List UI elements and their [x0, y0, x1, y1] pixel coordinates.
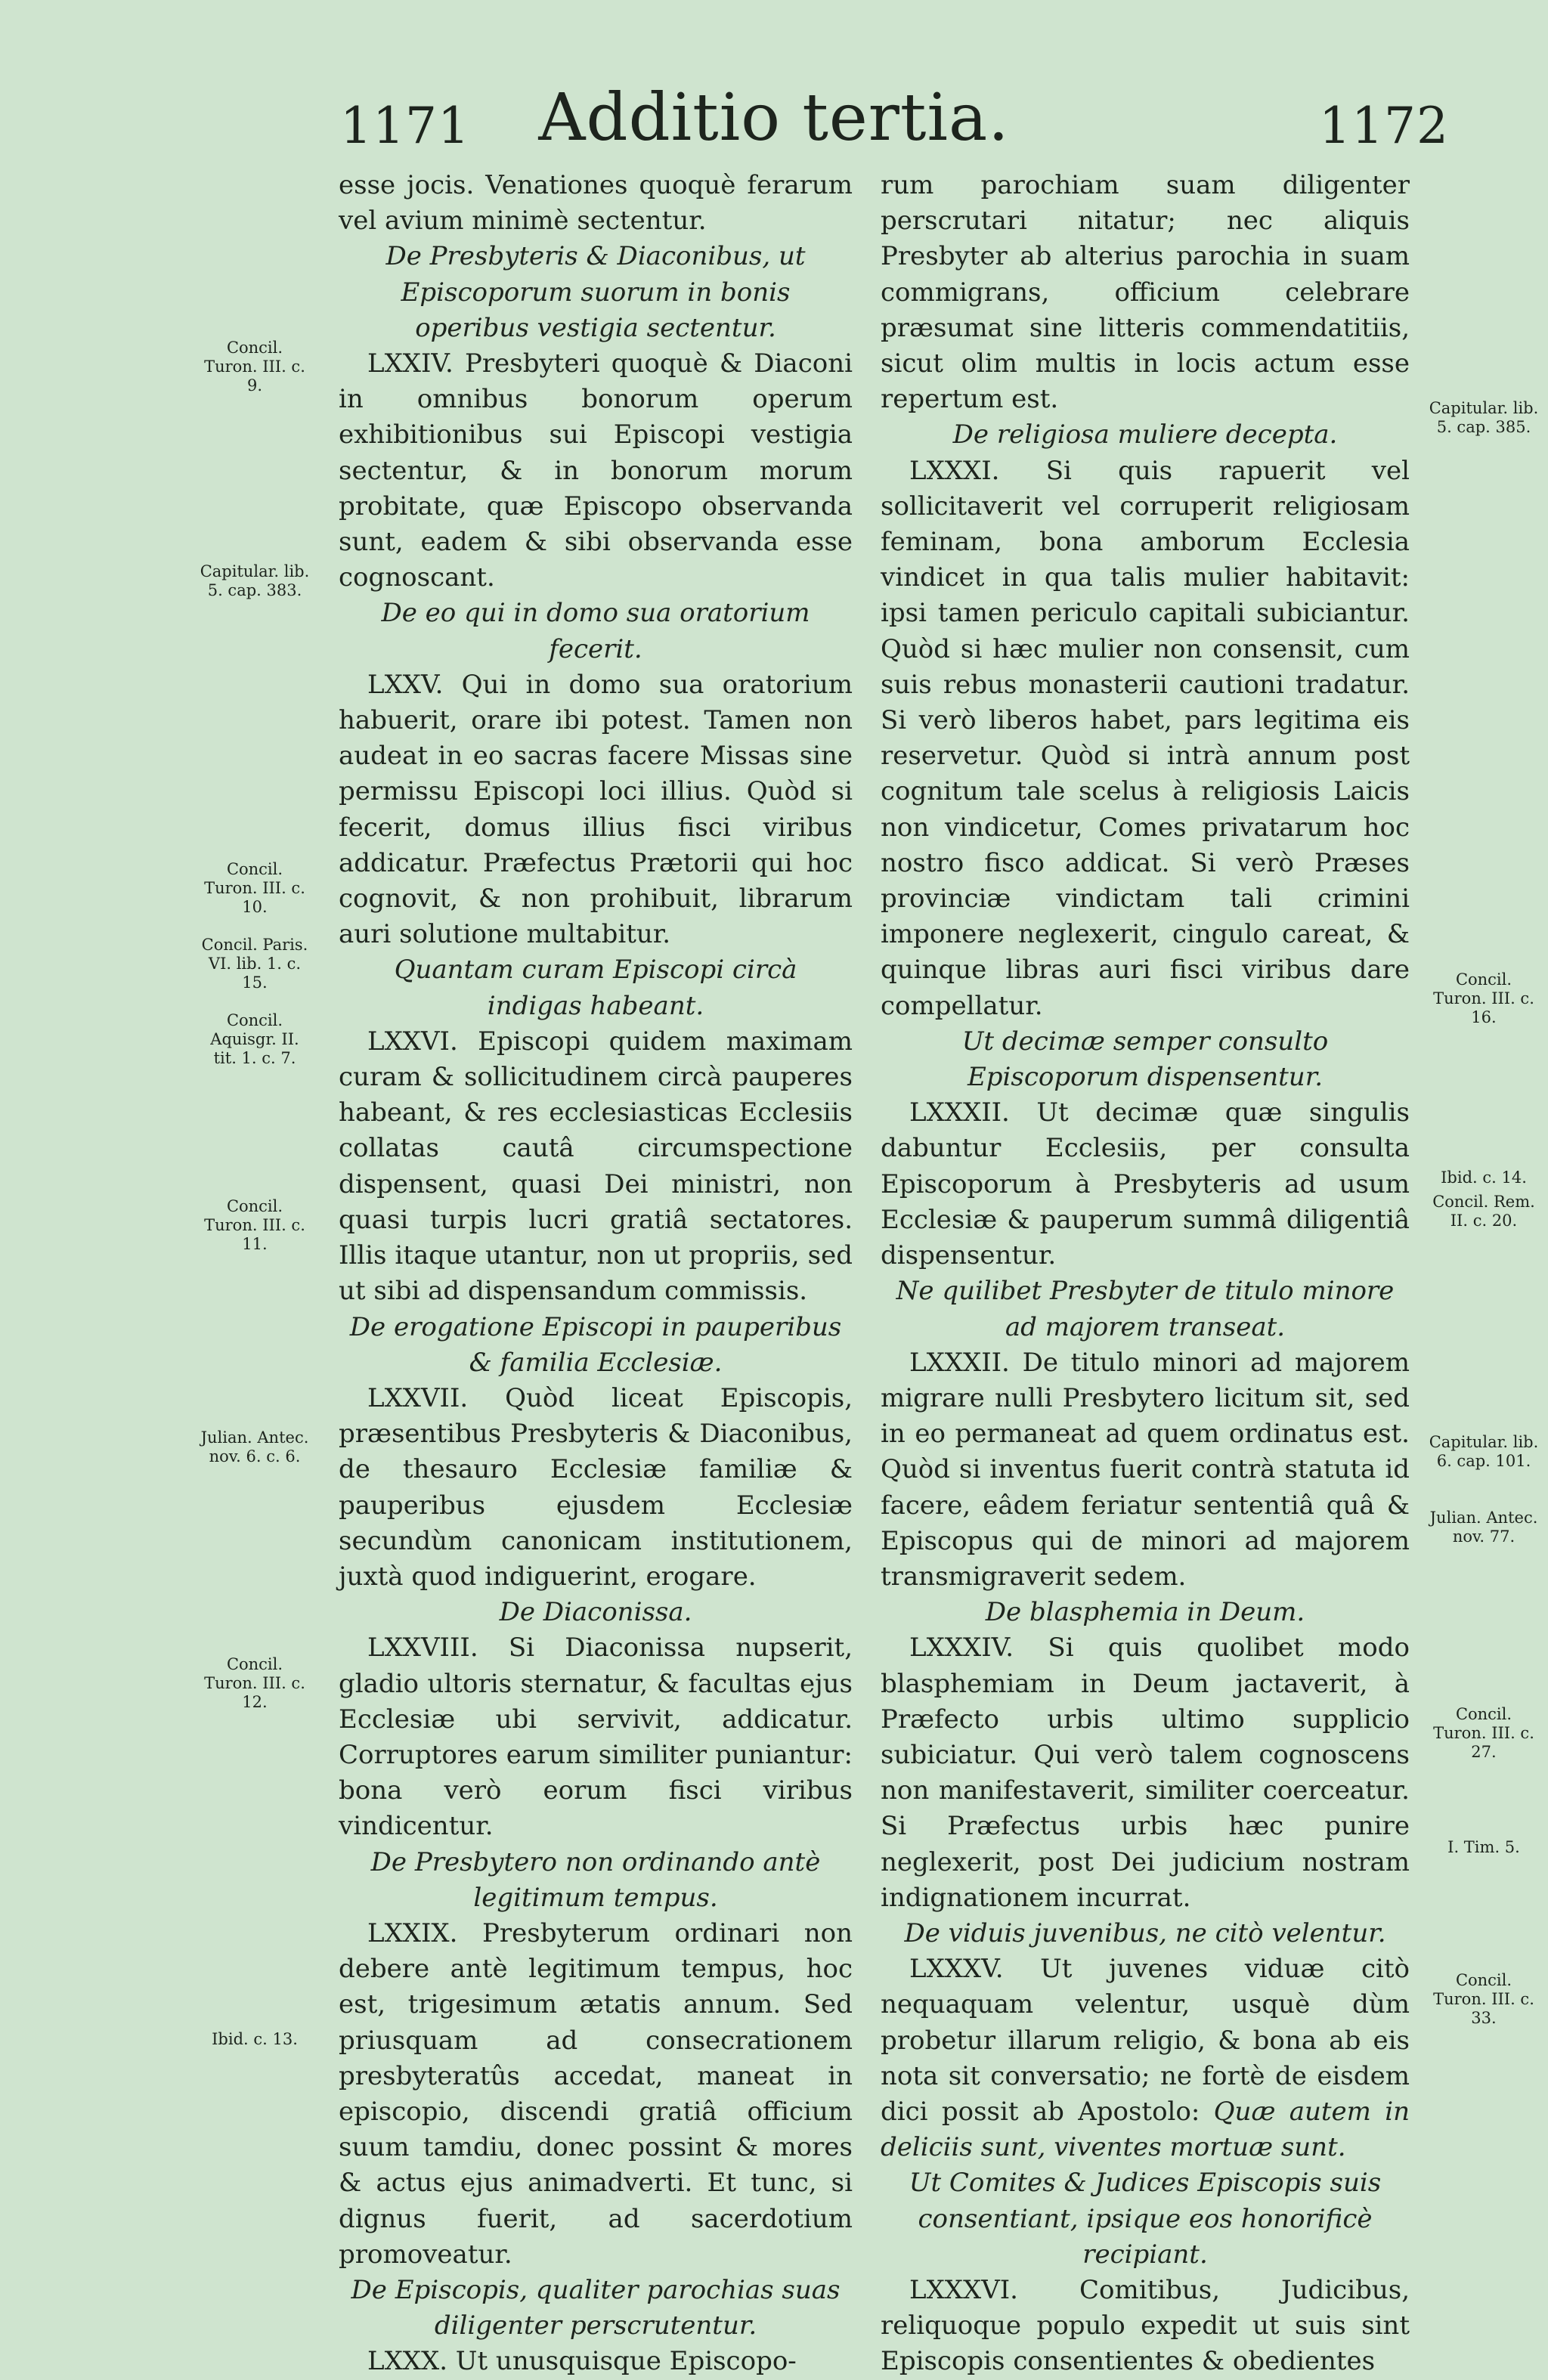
continuation-text: rum parochiam suam diligenter perscrutari nitatur; nec aliquis Presbyter ab alterius parochia in suam commigrans, officium celebrare præsumat sine litteris commendatitiis, sicut olim multis in locis actum esse repertum est. — [881, 170, 1410, 415]
running-title: Additio tertia. — [538, 80, 1010, 156]
section-heading: Quantam curam Episcopi circà indigas habeant. — [394, 955, 797, 1021]
margin-note: Concil. Turon. III. c. 33. — [1433, 1971, 1534, 2027]
paragraph-lxxvi: LXXVI. Episcopi quidem maximam curam & sollicitudinem circà pauperes habeant, & res ecclesiasticas Ecclesiis collatas cautâ circumspectione dispensent, quasi Dei ministri, non quasi turpis lucri gratiâ sectatores. Illis itaque utantur, non ut propriis, sed ut sibi ad dispensandum commissis. — [339, 1026, 853, 1307]
paragraph-text: LXXXV. Ut juvenes viduæ citò nequaquam velentur, usquè dùm probetur illarum religio, & bona ab eis nota sit conversatio; ne fortè de eisdem dici possit ab Apostolo: — [881, 1954, 1410, 2127]
margin-note: Concil. Turon. III. c. 9. — [204, 339, 305, 395]
paragraph-lxxvii: LXXVII. Quòd liceat Episcopis, præsentibus Presbyteris & Diaconibus, de thesauro Ecclesiæ familiæ & pauperibus ejusdem Ecclesiæ secundùm canonicam institutionem, juxtà quod indiguerint, erogare. — [339, 1382, 853, 1592]
paragraph-lxxiv: LXXIV. Presbyteri quoquè & Diaconi in omnibus bonorum operum exhibitionibus sui Episcopi vestigia sectentur, & in bonorum morum probitate, quæ Episcopo observanda sunt, eadem & sibi observanda esse cognoscant. — [339, 348, 853, 593]
paragraph-lxxxiv: LXXXIV. Si quis quolibet modo blasphemiam in Deum jactaverit, à Præfecto urbis ultimo supplicio subiciatur. Qui verò talem cognoscens non manifestaverit, similiter coerceatur. Si Præfectus urbis hæc punire neglexerit, post Dei judicium nostram indignationem incurrat. — [881, 1633, 1410, 1913]
margin-note: Capitular. lib. 5. cap. 385. — [1429, 399, 1539, 436]
section-heading: De Episcopis, qualiter parochias suas diligenter perscrutentur. — [351, 2274, 841, 2341]
paragraph-lxxix: LXXIX. Presbyterum ordinari non debere antè legitimum tempus, hoc est, trigesimum ætatis annum. Sed priusquam ad consecrationem presbyteratûs accedat, maneat in episcopio, discendi gratiâ officium suum tamdiu, donec possint & mores & actus ejus animadverti. Et tunc, si dignus fuerit, ad sacerdotium promoveatur. — [339, 1917, 853, 2270]
paragraph-lxxviii: LXXVIII. Si Diaconissa nupserit, gladio ultoris sternatur, & facultas ejus Ecclesiæ ubi servivit, addicatur. Corruptores earum similiter puniantur: bona verò eorum fisci viribus vindicentur. — [339, 1633, 853, 1842]
margin-note: Concil. Turon. III. c. 12. — [204, 1655, 305, 1711]
margin-note: I. Tim. 5. — [1447, 1838, 1520, 1856]
margin-note: Concil. Turon. III. c. 27. — [1433, 1705, 1534, 1761]
margin-note: Concil. Turon. III. c. 11. — [204, 1197, 305, 1253]
margin-note: Concil. Turon. III. c. 16. — [1433, 970, 1534, 1026]
section-heading: De Presbytero non ordinando antè legitimum tempus. — [370, 1846, 821, 1913]
page-number-right: 1172 — [1319, 97, 1449, 155]
margin-note: Concil. Paris. VI. lib. 1. c. 15. — [201, 936, 308, 992]
section-heading: Ne quilibet Presbyter de titulo minore ad majorem transeat. — [896, 1276, 1395, 1342]
paragraph-lxxxi: LXXXI. Si quis rapuerit vel sollicitaverit vel corruperit religiosam feminam, bona amborum Ecclesia vindicet in qua talis mulier habitavit: ipsi tamen periculo capitali subiciantur. Quòd si hæc mulier non consensit, cum suis rebus monasterii cautioni tradatur. Si verò liberos habet, pars legitima eis reservetur. Quòd si intrà annum post cognitum tale scelus à religiosis Laicis non vindicetur, Comes privatarum hoc nostro fisco addicat. Si verò Præses provinciæ vindictam tali crimini imponere neglexerit, cingulo careat, & quinque libras auri fisci viribus dare compellatur. — [881, 455, 1410, 1021]
section-heading: De Diaconissa. — [499, 1597, 692, 1628]
margin-note: Ibid. c. 14. — [1441, 1168, 1527, 1187]
section-heading: De Presbyteris & Diaconibus, ut Episcoporum suorum in bonis operibus vestigia sectentur. — [385, 241, 806, 343]
margin-note: Ibid. c. 13. — [212, 2030, 298, 2048]
paragraph-lxxxv — [881, 1951, 1410, 2165]
right-column — [881, 168, 1410, 2380]
margin-note: Capitular. lib. 6. cap. 101. — [1429, 1433, 1539, 1470]
paragraph-lxxxvi: LXXXVI. Comitibus, Judicibus, reliquoque populo expedit ut suis sint Episcopis consentientes & obedientes — [881, 2274, 1410, 2377]
section-heading: De viduis juvenibus, ne citò velentur. — [904, 1917, 1386, 1948]
paragraph-lxxxiii: LXXXII. De titulo minori ad majorem migrare nulli Presbytero licitum sit, sed in eo permaneat ad quem ordinatus est. Quòd si inventus fuerit contrà statuta id facere, eâdem feriatur sententiâ quâ & Episcopus qui de minori ad majorem transmigraverit sedem. — [881, 1347, 1410, 1592]
margin-note: Concil. Aquisgr. II. tit. 1. c. 7. — [210, 1011, 299, 1067]
scripture-quote: Quæ autem in deliciis sunt, viventes mortuæ sunt. — [881, 2096, 1410, 2163]
margin-note: Capitular. lib. 5. cap. 383. — [200, 562, 310, 599]
page-number-left: 1171 — [340, 97, 470, 155]
section-heading: De religiosa muliere decepta. — [952, 419, 1338, 450]
paragraph-lxxxii: LXXXII. Ut decimæ quæ singulis dabuntur Ecclesiis, per consulta Episcoporum à Presbyteris ad usum Ecclesiæ & pauperum summâ diligentiâ dispensentur. — [881, 1097, 1410, 1271]
paragraph-lxxv: LXXV. Qui in domo sua oratorium habuerit, orare ibi potest. Tamen non audeat in eo sacras facere Missas sine permissu Episcopi loci illius. Quòd si fecerit, domus illius fisci viribus addicatur. Præfectus Prætorii qui hoc cognovit, & non prohibuit, librarum auri solutione multabitur. — [339, 669, 853, 950]
margin-note: Julian. Antec. nov. 6. c. 6. — [200, 1428, 309, 1465]
section-heading: De blasphemia in Deum. — [985, 1597, 1305, 1628]
section-heading: De erogatione Episcopi in pauperibus & familia Ecclesiæ. — [349, 1311, 842, 1378]
margin-note: Julian. Antec. nov. 77. — [1429, 1509, 1538, 1546]
continuation-text: esse jocis. Venationes quoquè ferarum vel avium minimè sectentur. — [339, 170, 853, 237]
margin-note: Concil. Rem. II. c. 20. — [1432, 1193, 1535, 1230]
section-heading: De eo qui in domo sua oratorium fecerit. — [381, 598, 810, 664]
left-column — [339, 168, 853, 2380]
paragraph-lxxx: LXXX. Ut unusquisque Episcopo- — [367, 2346, 797, 2377]
section-heading: Ut decimæ semper consulto Episcoporum dispensentur. — [961, 1026, 1329, 1093]
margin-note: Concil. Turon. III. c. 10. — [204, 860, 305, 916]
section-heading: Ut Comites & Judices Episcopis suis consentiant, ipsique eos honorificè recipiant. — [909, 2168, 1382, 2270]
